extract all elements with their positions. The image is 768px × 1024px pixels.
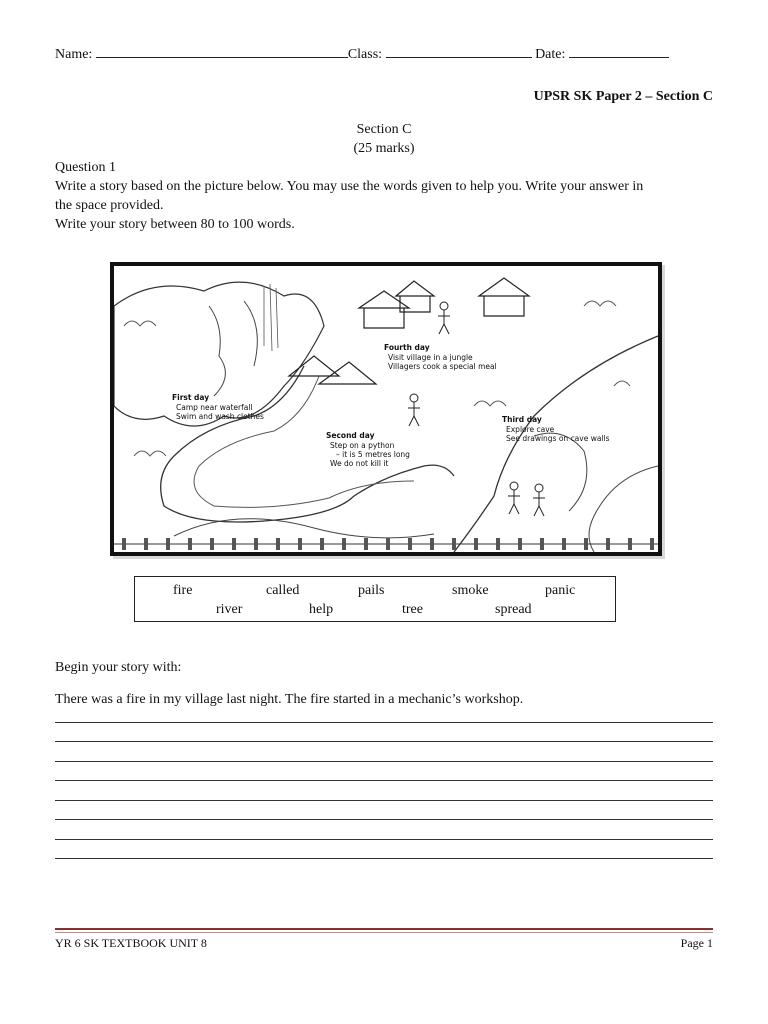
fourth-day-item-1: Visit village in a jungle xyxy=(388,353,473,362)
third-day-item-2: See drawings on cave walls xyxy=(506,434,610,443)
name-field[interactable] xyxy=(96,43,348,58)
answer-line[interactable] xyxy=(55,741,713,742)
jungle-trip-illustration xyxy=(114,266,658,552)
first-day-item-1: Camp near waterfall xyxy=(176,403,253,412)
footer-rule xyxy=(55,928,713,930)
footer-page-number: Page 1 xyxy=(680,936,713,950)
fourth-day-title: Fourth day xyxy=(384,343,430,352)
name-label: Name: xyxy=(55,47,93,62)
third-day-title: Third day xyxy=(502,415,542,424)
answer-line[interactable] xyxy=(55,780,713,781)
header-fields xyxy=(55,43,669,64)
second-day-title: Second day xyxy=(326,431,375,440)
class-label: Class: xyxy=(347,47,383,62)
answer-line[interactable] xyxy=(55,722,713,723)
word-panic: panic xyxy=(545,583,576,598)
footer-rule-thin xyxy=(55,932,713,933)
answer-line[interactable] xyxy=(55,819,713,820)
section-marks: (25 marks) xyxy=(353,141,415,156)
question-instruction-1: Write a story based on the picture below. You may use the words given to help you. Write your answer in xyxy=(55,179,644,194)
word-tree: tree xyxy=(402,602,423,617)
word-bank xyxy=(134,576,616,622)
footer-unit: YR 6 SK TEXTBOOK UNIT 8 xyxy=(55,936,207,950)
word-called: called xyxy=(266,583,300,598)
section-title: Section C xyxy=(356,122,412,137)
second-day-item-3: We do not kill it xyxy=(330,459,389,468)
class-field[interactable] xyxy=(386,43,532,58)
question-instruction-2: the space provided. xyxy=(55,198,164,213)
date-field[interactable] xyxy=(569,43,669,58)
answer-line[interactable] xyxy=(55,800,713,801)
answer-line[interactable] xyxy=(55,858,713,859)
word-smoke: smoke xyxy=(452,583,489,598)
story-picture xyxy=(110,262,662,556)
word-river: river xyxy=(216,602,243,617)
paper-title: UPSR SK Paper 2 – Section C xyxy=(533,89,713,104)
answer-line[interactable] xyxy=(55,839,713,840)
word-help: help xyxy=(309,602,334,617)
word-fire: fire xyxy=(173,583,193,598)
question-number: Question 1 xyxy=(55,160,117,175)
date-label: Date: xyxy=(535,47,566,62)
word-pails: pails xyxy=(358,583,385,598)
opening-sentence: There was a fire in my village last night. The fire started in a mechanic’s workshop. xyxy=(55,692,524,707)
fourth-day-item-2: Villagers cook a special meal xyxy=(388,362,497,371)
first-day-item-2: Swim and wash clothes xyxy=(176,412,264,421)
question-instruction-3: Write your story between 80 to 100 words. xyxy=(55,217,295,232)
first-day-title: First day xyxy=(172,393,210,402)
word-spread: spread xyxy=(495,602,532,617)
second-day-item-2: – it is 5 metres long xyxy=(336,450,410,459)
answer-line[interactable] xyxy=(55,761,713,762)
third-day-item-1: Explore cave xyxy=(506,425,555,434)
begin-label: Begin your story with: xyxy=(55,660,182,675)
second-day-item-1: Step on a python xyxy=(330,441,395,450)
